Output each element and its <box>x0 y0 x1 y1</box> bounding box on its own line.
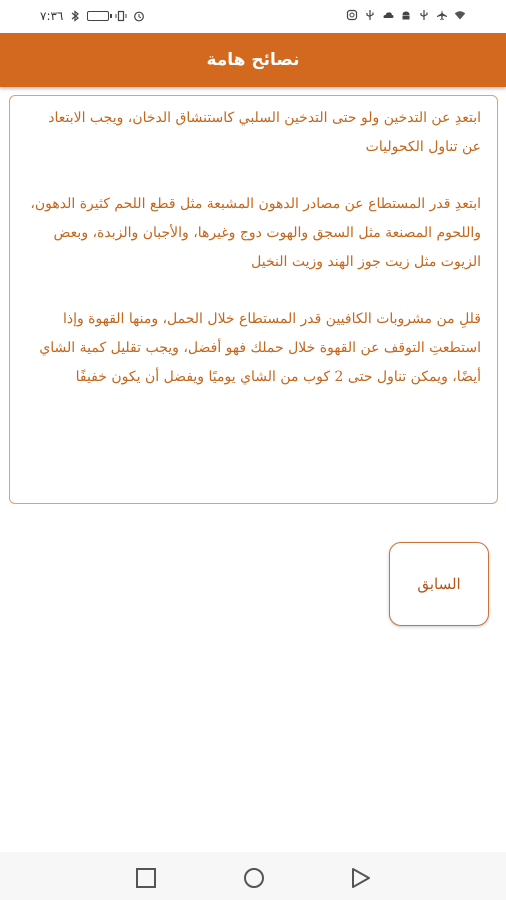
usb-icon <box>418 9 430 21</box>
alarm-icon <box>133 10 145 22</box>
airplane-icon <box>436 9 448 21</box>
tip-paragraph-caffeine: قللِ من مشروبات الكافيين قدر المستطاع خلال الحمل، ومنها القهوة وإذا استطعتِ التوقف عن القهوة خلال حملك فهو أفضل، ويجب تقليل كمية الشاي أيضًا، ويمكن تناول حتى 2 كوب من الشاي يوميًا ويفضل أن يكون خفيفًا <box>39 311 481 385</box>
page-title: نصائح هامة <box>206 50 300 70</box>
instagram-icon <box>346 9 358 21</box>
square-icon[interactable] <box>136 868 156 888</box>
battery-icon <box>87 11 109 21</box>
tips-card <box>9 95 498 504</box>
wifi-icon <box>454 9 466 21</box>
app-bar <box>0 33 506 87</box>
tip-paragraph-smoking: ابتعدِ عن التدخين ولو حتى التدخين السلبي كاستنشاق الدخان، ويجب الابتعاد عن تناول الكحوليات <box>48 110 481 155</box>
status-left <box>40 9 145 23</box>
usb-icon <box>364 9 376 21</box>
circle-icon[interactable] <box>243 868 265 890</box>
system-nav-bar <box>0 852 506 900</box>
cloud-icon <box>382 9 394 21</box>
triangle-icon[interactable] <box>351 868 371 888</box>
status-time: ٧:٣٦ <box>40 9 64 23</box>
bluetooth-icon <box>69 10 81 22</box>
tip-paragraph-fats: ابتعدِ قدر المستطاع عن مصادر الدهون المشبعة مثل قطع اللحم كثيرة الدهون، واللحوم المصنعة مثل السجق والهوت دوج وغيرها، والأجبان والزبدة، وبعض الزيوت مثل زيت جوز الهند وزيت النخيل <box>30 196 481 270</box>
android-icon <box>400 9 412 21</box>
status-bar <box>0 0 506 33</box>
status-right <box>346 9 466 21</box>
previous-button[interactable]: السابق <box>389 542 489 626</box>
vibrate-icon <box>115 10 127 22</box>
